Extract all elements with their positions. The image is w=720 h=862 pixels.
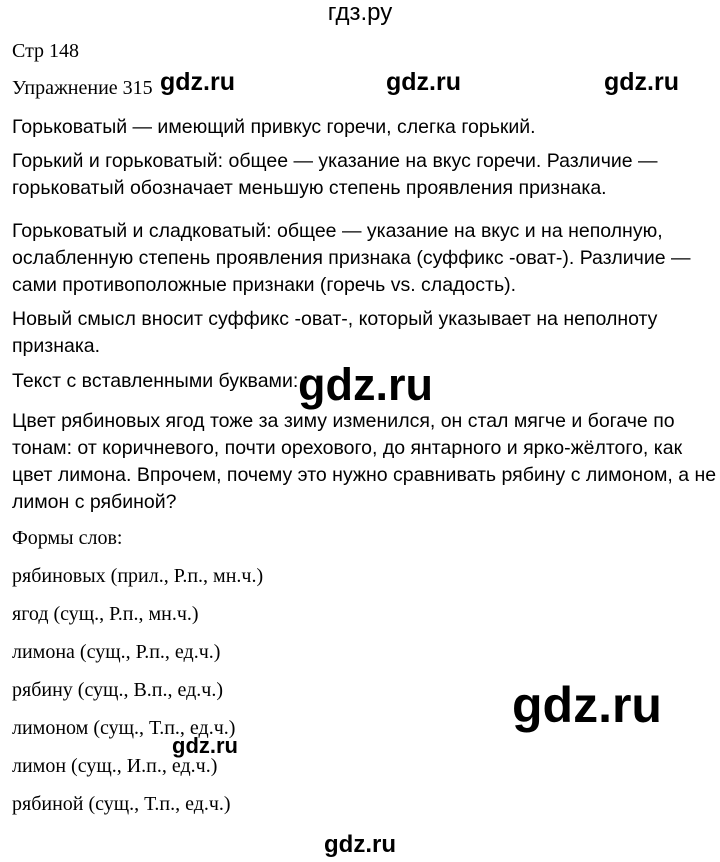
watermark-2: gdz.ru — [386, 68, 461, 96]
text-paragraph: Цвет рябиновых ягод тоже за зиму изменился, он стал мягче и богаче по тонам: от коричневого, почти орехового, до янтарного и ярко-жёлтого, как цвет лимона. Впрочем, почему это нужно сравнивать рябину с лимоном, а не лимон с рябиной? — [12, 410, 717, 513]
watermark-1: gdz.ru — [160, 68, 235, 96]
page-number: Стр 148 — [12, 40, 80, 62]
suffix-paragraph: Новый смысл вносит суффикс -оват-, который указывает на неполноту признака. — [12, 308, 658, 357]
forms-title: Формы слов: — [12, 527, 123, 549]
word-form-item: лимона (сущ., Р.п., ед.ч.) — [12, 641, 221, 663]
watermark-small: gdz.ru — [172, 733, 238, 758]
watermark-large-center: gdz.ru — [298, 359, 433, 410]
definition-paragraph: Горьковатый — имеющий привкус горечи, слегка горький. — [12, 116, 536, 138]
watermark-3: gdz.ru — [604, 68, 679, 96]
site-header: гдз.ру — [327, 0, 393, 26]
word-form-item: лимоном (сущ., Т.п., ед.ч.) — [12, 717, 236, 739]
word-form-item: рябиной (сущ., Т.п., ед.ч.) — [12, 793, 231, 815]
watermark-large-right: gdz.ru — [512, 677, 662, 733]
watermark-footer: gdz.ru — [324, 831, 396, 858]
comparison-paragraph-2: Горьковатый и сладковатый: общее — указание на вкус и на неполную, ослабленную степень проявления признака (суффикс -оват-). Различие — сами противоположные признаки (горечь vs. сладость). — [12, 220, 691, 296]
word-form-item: рябину (сущ., В.п., ед.ч.) — [12, 679, 224, 701]
comparison-paragraph-1: Горький и горьковатый: общее — указание на вкус горечи. Различие — горьковатый обозначает меньшую степень проявления признака. — [12, 150, 658, 199]
inserted-letters-heading: Текст с вставленными буквами: — [12, 370, 299, 392]
word-form-item: рябиновых (прил., Р.п., мн.ч.) — [12, 565, 264, 587]
word-form-item: ягод (сущ., Р.п., мн.ч.) — [12, 603, 199, 625]
exercise-title: Упражнение 315 — [12, 77, 153, 99]
word-form-item: лимон (сущ., И.п., ед.ч.) — [12, 755, 218, 777]
